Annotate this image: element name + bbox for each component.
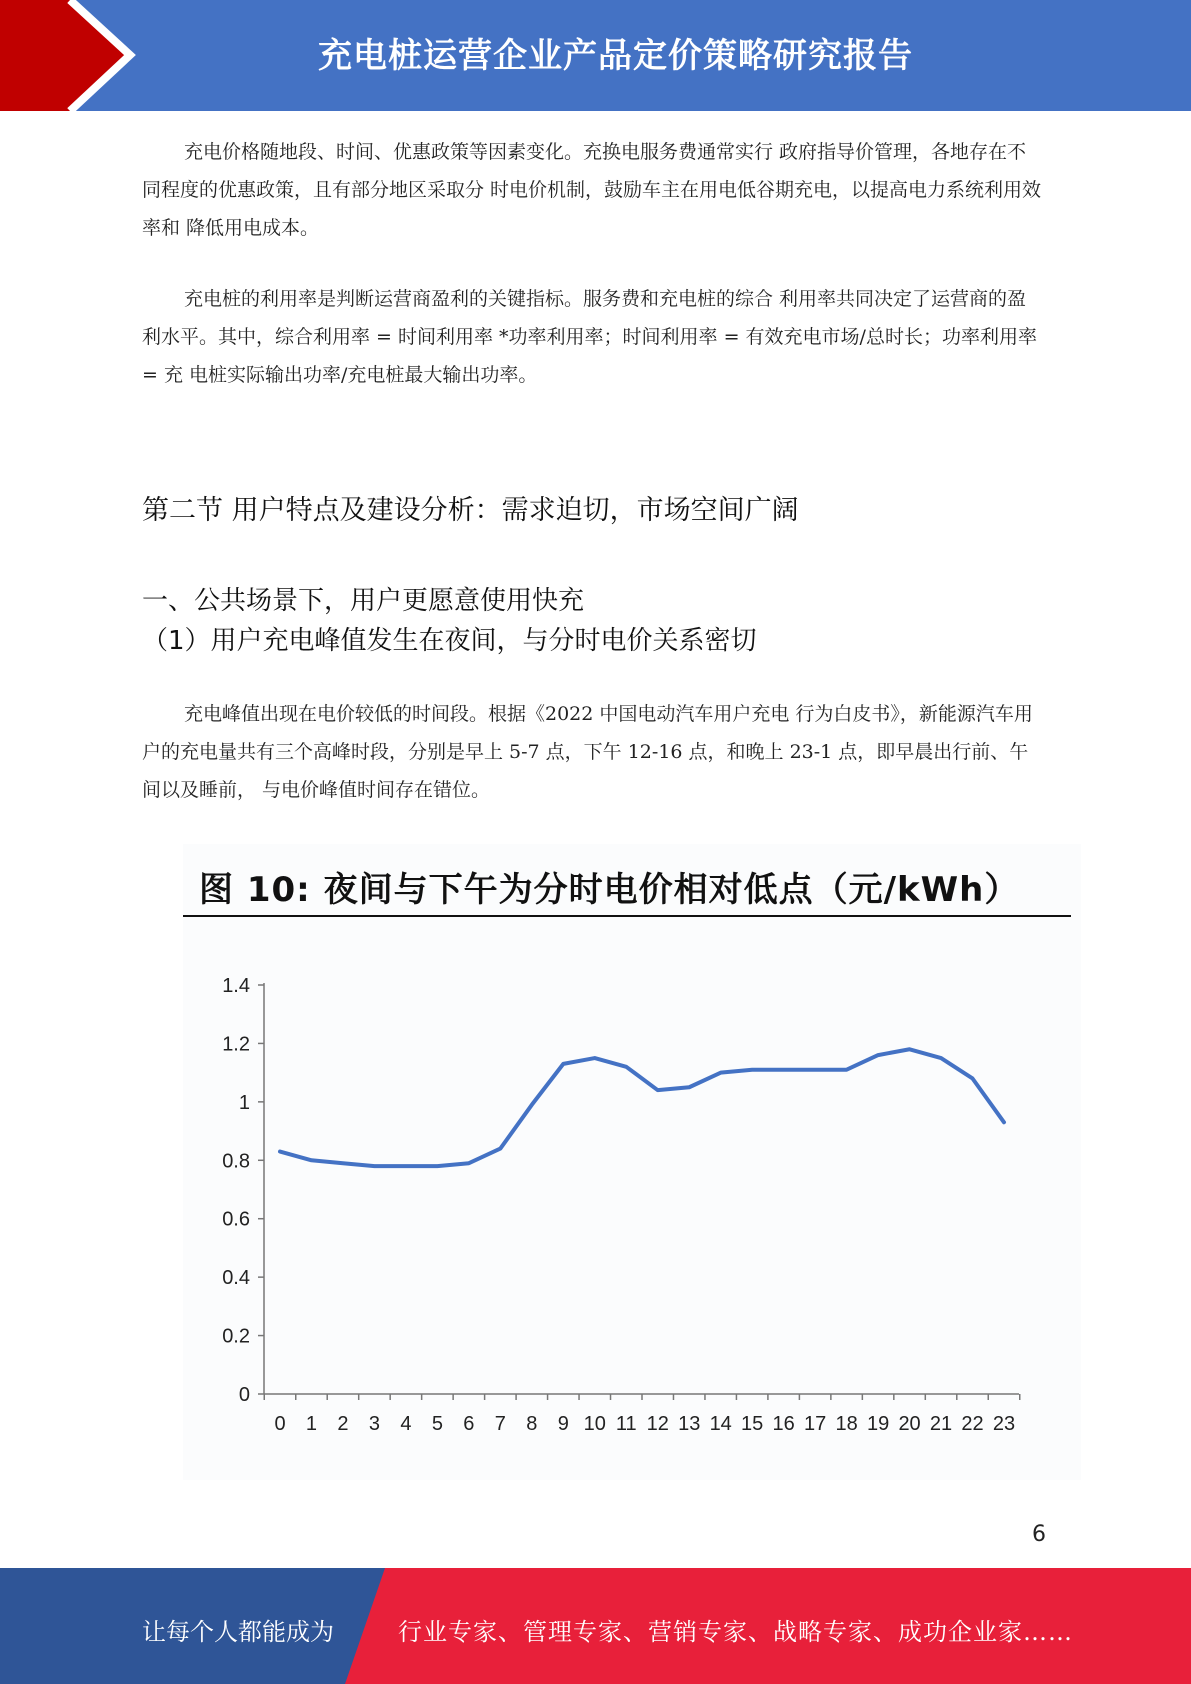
x-tick-label: 12 — [646, 1413, 669, 1435]
y-tick-label: 0.2 — [222, 1325, 250, 1348]
x-tick-label: 11 — [615, 1413, 637, 1435]
price-series-line — [280, 1049, 1004, 1166]
x-tick-label: 20 — [898, 1413, 921, 1435]
electricity-price-line-chart — [183, 920, 1081, 1480]
section-heading: 第二节 用户特点及建设分析：需求迫切，市场空间广阔 — [142, 495, 799, 526]
x-tick-label: 13 — [678, 1413, 701, 1435]
x-tick-label: 22 — [961, 1413, 984, 1435]
x-tick-label: 9 — [557, 1413, 569, 1435]
x-tick-label: 23 — [992, 1413, 1016, 1435]
subsection-heading-night-peak: （1）用户充电峰值发生在夜间，与分时电价关系密切 — [142, 626, 757, 656]
x-tick-label: 10 — [583, 1413, 606, 1435]
x-tick-label: 8 — [526, 1413, 538, 1435]
x-tick-label: 16 — [772, 1413, 795, 1435]
x-tick-label: 19 — [866, 1413, 890, 1435]
x-tick-label: 6 — [463, 1413, 475, 1435]
x-tick-label: 0 — [274, 1413, 286, 1435]
paragraph-pricing: 充电价格随地段、时间、优惠政策等因素变化。充换电服务费通常实行 政府指导价管理，各地存在不同程度的优惠政策，且有部分地区采取分 时电价机制，鼓励车主在用电低谷期充电，以提高电力系统利用效率和 降低用电成本。 — [142, 141, 1042, 239]
figure-title: 图 10: 夜间与下午为分时电价相对低点（元/kWh） — [199, 870, 1020, 910]
subsection-heading-public-fast-charging: 一、公共场景下，用户更愿意使用快充 — [142, 586, 585, 616]
x-tick-label: 17 — [804, 1413, 827, 1435]
page-number: 6 — [1032, 1522, 1046, 1547]
y-tick-label: 0 — [238, 1384, 250, 1406]
footer-slogan-right: 行业专家、管理专家、营销专家、战略专家、成功企业家…… — [398, 1618, 1073, 1646]
paragraph-utilization: 充电桩的利用率是判断运营商盈利的关键指标。服务费和充电桩的综合 利用率共同决定了运营商的盈利水平。其中，综合利用率 = 时间利用率 *功率利用率；时间利用率 = 有效充电市场/总时长；功率利用率 = 充 电桩实际输出功率/充电桩最大输出功率。 — [142, 288, 1037, 386]
x-tick-label: 7 — [494, 1413, 506, 1435]
x-tick-label: 21 — [929, 1413, 953, 1435]
x-tick-label: 2 — [337, 1413, 349, 1435]
document-title: 充电桩运营企业产品定价策略研究报告 — [318, 36, 913, 76]
x-tick-label: 4 — [400, 1413, 412, 1435]
x-tick-label: 5 — [431, 1413, 443, 1435]
page-header — [0, 0, 1191, 111]
x-tick-label: 14 — [709, 1413, 732, 1435]
y-tick-label: 0.4 — [222, 1267, 250, 1290]
figure-title-rule — [183, 915, 1071, 917]
page-footer — [0, 1568, 1191, 1684]
x-tick-label: 18 — [835, 1413, 858, 1435]
x-tick-label: 3 — [368, 1413, 380, 1435]
y-tick-label: 0.6 — [222, 1208, 250, 1231]
y-tick-label: 1.2 — [222, 1033, 250, 1056]
y-tick-label: 1.4 — [222, 975, 250, 997]
y-tick-label: 0.8 — [222, 1150, 250, 1173]
footer-slogan-left: 让每个人都能成为 — [142, 1618, 334, 1646]
y-tick-label: 1 — [238, 1091, 250, 1114]
x-tick-label: 1 — [305, 1413, 318, 1435]
x-tick-label: 15 — [741, 1413, 764, 1435]
figure-10 — [183, 844, 1081, 1480]
paragraph-charging-peak: 充电峰值出现在电价较低的时间段。根据《2022 中国电动汽车用户充电 行为白皮书》，新能源汽车用户的充电量共有三个高峰时段，分别是早上 5-7 点，下午 12-16 点，和晚上 23-1 点，即早晨出行前、午间以及睡前， 与电价峰值时间存在错位。 — [142, 703, 1033, 801]
